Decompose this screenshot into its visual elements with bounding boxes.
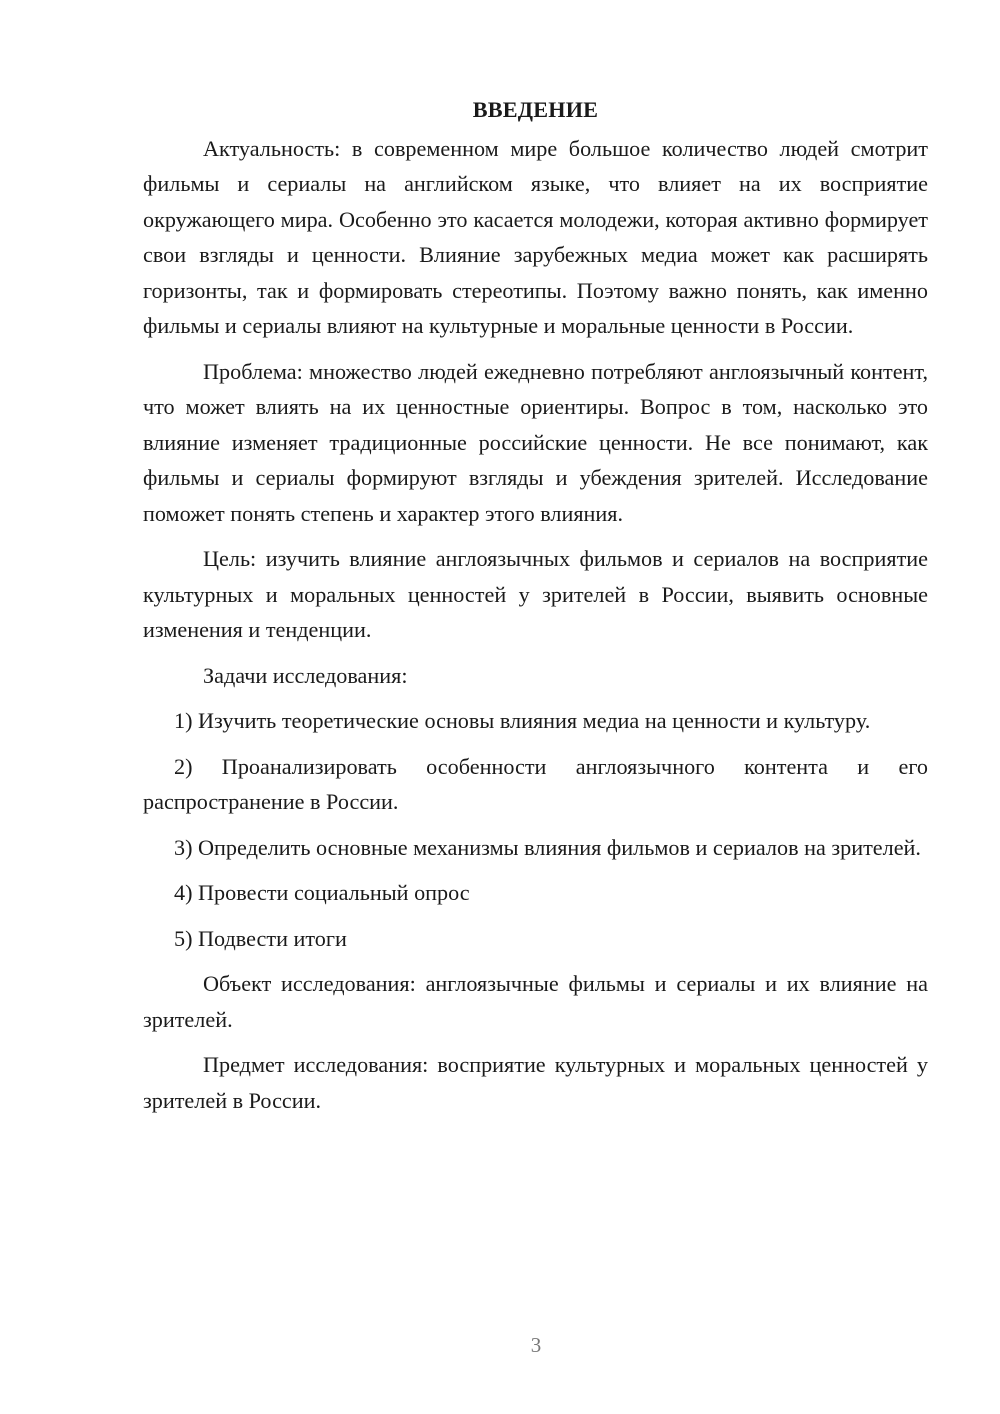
document-page	[143, 92, 928, 1118]
list-item: 2) Проанализировать особенности англоязычного контента и его распространение в России.	[143, 753, 928, 814]
list-item: 3) Определить основные механизмы влияния фильмов и сериалов на зрителей.	[174, 834, 921, 860]
paragraph-relevance: Актуальность: в современном мире большое количество людей смотрит фильмы и сериалы на английском языке, что влияет на их восприятие окружающего мира. Особенно это касается молодежи, которая активно формирует свои взгляды и ценности. Влияние зарубежных медиа может как расширять горизонты, так и формировать стереотипы. Поэтому важно понять, как именно фильмы и сериалы влияют на культурные и моральные ценности в России.	[143, 135, 928, 338]
list-item: 5) Подвести итоги	[174, 925, 347, 951]
section-title: ВВЕДЕНИЕ	[472, 97, 599, 122]
page-number: 3	[530, 1333, 542, 1357]
paragraph-goal: Цель: изучить влияние англоязычных фильмов и сериалов на восприятие культурных и моральных ценностей у зрителей в России, выявить основные изменения и тенденции.	[143, 546, 928, 642]
paragraph-subject: Предмет исследования: восприятие культурных и моральных ценностей у зрителей в России.	[143, 1052, 928, 1113]
tasks-list	[143, 703, 928, 956]
list-item: 4) Провести социальный опрос	[174, 880, 470, 905]
paragraph-problem: Проблема: множество людей ежедневно потребляют англоязычный контент, что может влиять на их ценностные ориентиры. Вопрос в том, насколько это влияние изменяет традиционные российские ценности. Не все понимают, как фильмы и сериалы формируют взгляды и убеждения зрителей. Исследование поможет понять степень и характер этого влияния.	[143, 358, 928, 526]
paragraph-object: Объект исследования: англоязычные фильмы и сериалы и их влияние на зрителей.	[143, 971, 928, 1032]
list-item: 1) Изучить теоретические основы влияния медиа на ценности и культуру.	[174, 708, 871, 733]
tasks-heading: Задачи исследования:	[203, 662, 408, 688]
